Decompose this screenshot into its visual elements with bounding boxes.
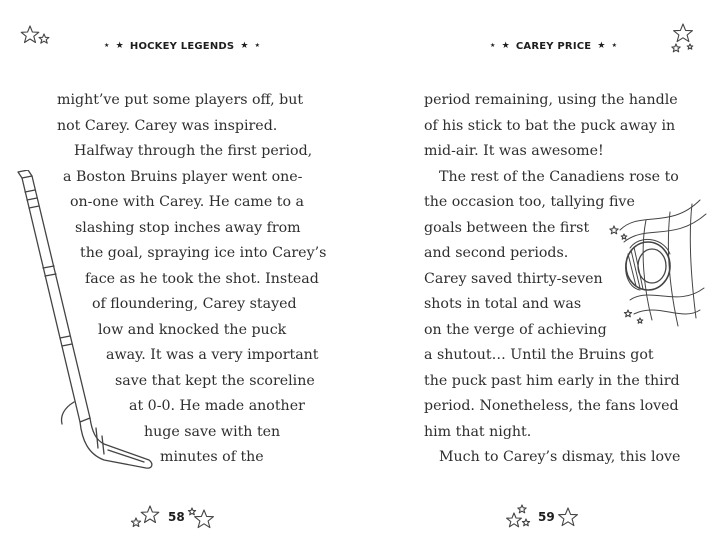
text-line: save that kept the scoreline [115,373,315,389]
running-header [490,38,617,54]
puck-in-net-illustration [600,190,712,340]
text-line: huge save with ten [144,424,281,440]
star-icon: ★ [254,42,261,49]
corner-stars-icon [666,22,700,56]
text-line: Much to Carey’s dismay, this love [439,449,681,465]
text-line: at 0-0. He made another [129,398,305,414]
text-line: away. It was a very important [106,347,319,363]
header-title: HOCKEY LEGENDS [129,40,235,52]
text-line: and second periods. [424,245,569,261]
text-line: shots in total and was [424,296,582,312]
text-line: on the verge of achieving [424,322,607,338]
text-line: might’ve put some players off, but [57,92,304,108]
text-line: slashing stop inches away from [75,220,301,236]
header-title: CAREY PRICE [515,40,592,52]
star-icon: ★ [115,40,124,51]
star-icon: ★ [611,42,618,49]
star-icon: ★ [490,42,496,49]
text-line: not Carey. Carey was inspired. [57,118,278,134]
star-icon: ★ [104,42,110,49]
text-line: a Boston Bruins player went one- [63,169,303,185]
text-line: goals between the first [424,220,590,236]
text-line: the puck past him early in the third [424,373,680,389]
footer-stars-icon [186,506,220,534]
text-line: of his stick to bat the puck away in [424,118,676,134]
text-line: a shutout… Until the Bruins got [424,347,654,363]
right-page [360,0,720,557]
text-line: of floundering, Carey stayed [92,296,297,312]
corner-stars-icon [20,24,52,50]
text-line: him that night. [424,424,532,440]
running-header [104,38,260,54]
text-line: minutes of the [160,449,264,465]
text-line: the occasion too, tallying five [424,194,635,210]
text-line: period. Nonetheless, the fans loved [424,398,679,414]
footer-stars-icon [556,506,582,532]
star-icon: ★ [597,40,606,51]
footer-stars-icon [128,504,162,532]
footer-stars-icon [500,503,534,533]
text-line: mid-air. It was awesome! [424,143,604,159]
page-number: 58 [168,510,185,524]
page-number: 59 [538,510,555,524]
text-line: on-one with Carey. He came to a [70,194,304,210]
text-line: low and knocked the puck [98,322,287,338]
star-icon: ★ [501,40,510,51]
text-line: The rest of the Canadiens rose to [439,169,679,185]
text-line: face as he took the shot. Instead [85,271,319,287]
text-line: the goal, spraying ice into Carey’s [80,245,327,261]
text-line: period remaining, using the handle [424,92,678,108]
text-line: Carey saved thirty-seven [424,271,603,287]
star-icon: ★ [240,40,249,51]
text-line: Halfway through the first period, [74,143,313,159]
